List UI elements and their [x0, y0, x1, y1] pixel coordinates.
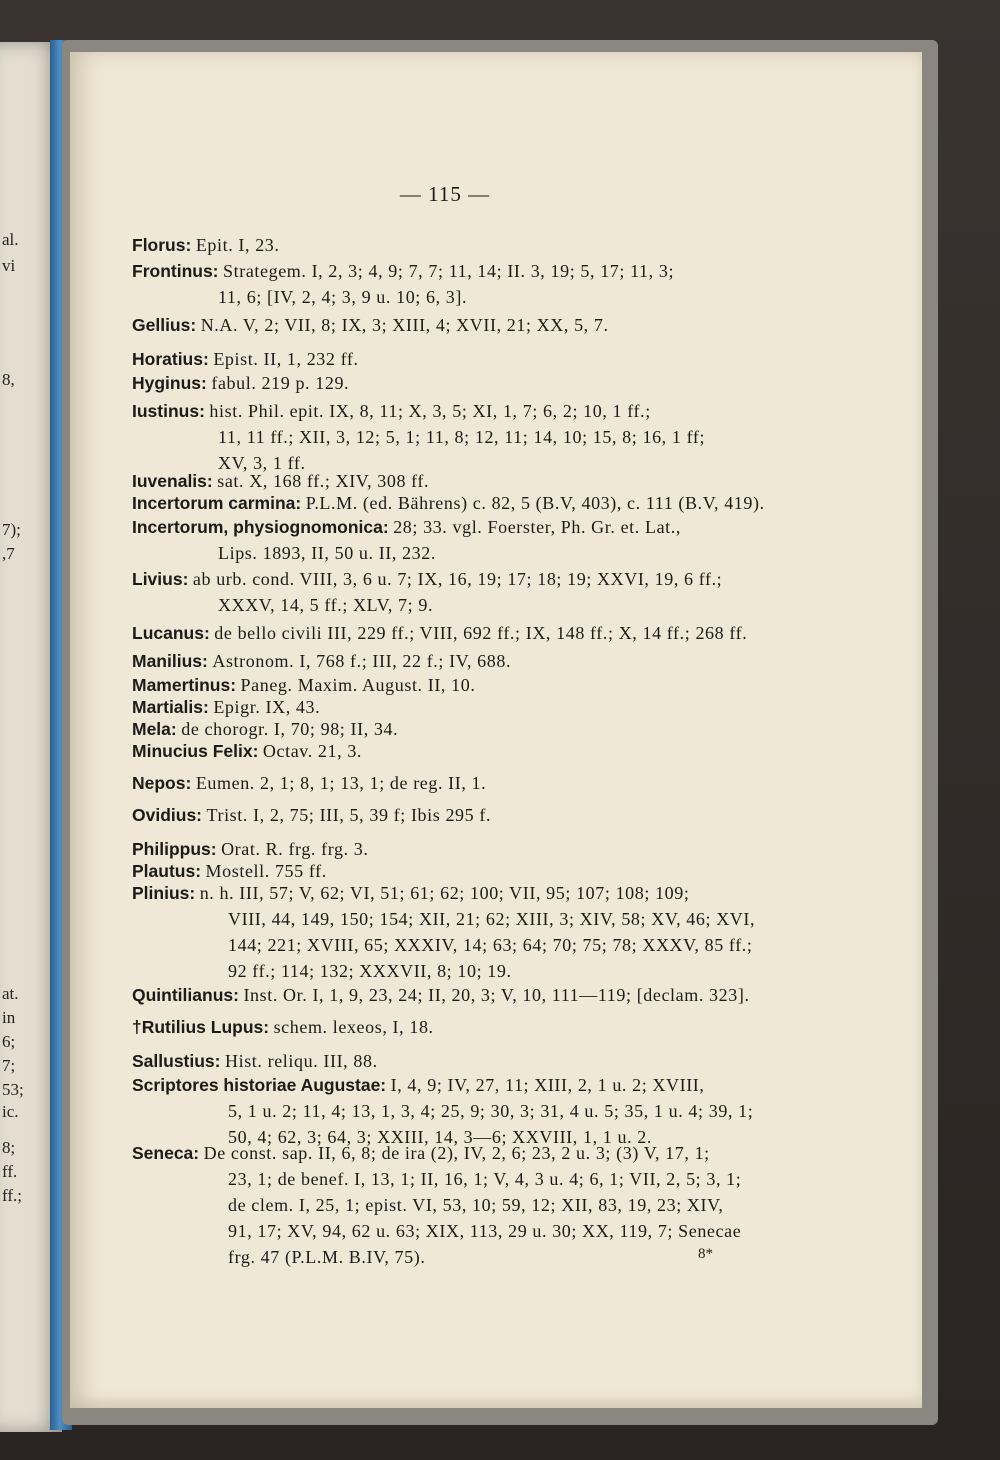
- reference-line: de clem. I, 25, 1; epist. VI, 53, 10; 59, 12; XII, 83, 19, 23; XIV,: [228, 1195, 724, 1215]
- index-entry-incertorum-physiognomonica: [132, 514, 792, 566]
- index-entry-minucius-felix: [132, 738, 792, 764]
- reference-line: ab urb. cond. VIII, 3, 6 u. 7; IX, 16, 19; 17; 18; 19; XXVI, 19, 6 ff.;: [192, 569, 723, 589]
- margin-fragment: at.: [2, 984, 19, 1003]
- margin-fragment: 7);: [2, 520, 21, 539]
- index-entry-livius: [132, 566, 792, 618]
- author-name: Plautus:: [132, 861, 202, 881]
- reference-line: P.L.M. (ed. Bährens) c. 82, 5 (B.V, 403), c. 111 (B.V, 419).: [305, 493, 765, 513]
- reference-line: Paneg. Maxim. August. II, 10.: [240, 675, 476, 695]
- reference-line: Epigr. IX, 43.: [213, 697, 321, 717]
- margin-fragment: 53;: [2, 1080, 24, 1099]
- reference-line: 28; 33. vgl. Foerster, Ph. Gr. et. Lat.,: [393, 517, 681, 537]
- reference-line: de bello civili III, 229 ff.; VIII, 692 ff.; IX, 148 ff.; X, 14 ff.; 268 ff.: [214, 623, 748, 643]
- reference-line: Inst. Or. I, 1, 9, 23, 24; II, 20, 3; V, 10, 111—119; [declam. 323].: [243, 985, 750, 1005]
- reference-line: Mostell. 755 ff.: [205, 861, 327, 881]
- author-name: Ovidius:: [132, 805, 203, 825]
- author-name: Manilius:: [132, 651, 208, 671]
- index-entry-sallustius: [132, 1048, 792, 1074]
- author-name: Seneca:: [132, 1143, 200, 1163]
- author-name: Gellius:: [132, 315, 197, 335]
- author-name: Iustinus:: [132, 401, 205, 421]
- margin-fragment: 8;: [2, 1138, 16, 1157]
- margin-fragment: ff.;: [2, 1186, 22, 1205]
- author-name: Sallustius:: [132, 1051, 221, 1071]
- margin-fragment: 7;: [2, 1056, 16, 1075]
- author-name: Plinius:: [132, 883, 196, 903]
- author-name: Mamertinus:: [132, 675, 237, 695]
- author-name: Philippus:: [132, 839, 217, 859]
- index-entry-seneca: [132, 1140, 792, 1270]
- author-name: †Rutilius Lupus:: [132, 1017, 270, 1037]
- reference-line: Epit. I, 23.: [195, 235, 280, 255]
- reference-line: I, 4, 9; IV, 27, 11; XIII, 2, 1 u. 2; XVIII,: [390, 1075, 705, 1095]
- reference-line: 23, 1; de benef. I, 13, 1; II, 16, 1; V, 4, 3 u. 4; 6, 1; VII, 2, 5; 3, 1;: [228, 1169, 742, 1189]
- index-entry-lucanus: [132, 620, 792, 646]
- index-entry-plinius: [132, 880, 792, 984]
- reference-line: 92 ff.; 114; 132; XXXVII, 8; 10; 19.: [228, 961, 512, 981]
- reference-line: 11, 6; [IV, 2, 4; 3, 9 u. 10; 6, 3].: [218, 287, 468, 307]
- index-entry-horatius: [132, 346, 792, 372]
- reference-line: Astronom. I, 768 f.; III, 22 f.; IV, 688.: [212, 651, 512, 671]
- margin-fragment: in: [2, 1008, 16, 1027]
- index-entry-florus: [132, 232, 792, 258]
- author-name: Lucanus:: [132, 623, 210, 643]
- reference-line: fabul. 219 p. 129.: [211, 373, 350, 393]
- reference-line: frg. 47 (P.L.M. B.IV, 75).: [228, 1247, 426, 1267]
- index-entry-gellius: [132, 312, 792, 338]
- margin-fragment: ff.: [2, 1162, 18, 1181]
- reference-line: De const. sap. II, 6, 8; de ira (2), IV, 2, 6; 23, 2 u. 3; (3) V, 17, 1;: [203, 1143, 710, 1163]
- author-name: Incertorum, physiognomonica:: [132, 517, 389, 537]
- reference-line: Trist. I, 2, 75; III, 5, 39 f; Ibis 295 f.: [206, 805, 492, 825]
- author-name: Frontinus:: [132, 261, 219, 281]
- reference-line: hist. Phil. epit. IX, 8, 11; X, 3, 5; XI, 1, 7; 6, 2; 10, 1 ff.;: [209, 401, 651, 421]
- author-name: Horatius:: [132, 349, 209, 369]
- index-entry-rutilius-lupus: [132, 1014, 792, 1040]
- author-name: Iuvenalis:: [132, 471, 213, 491]
- reference-line: Octav. 21, 3.: [262, 741, 363, 761]
- index-entry-scriptores-historiae-augustae: [132, 1072, 792, 1150]
- reference-line: N.A. V, 2; VII, 8; IX, 3; XIII, 4; XVII, 21; XX, 5, 7.: [200, 315, 609, 335]
- reference-line: 91, 17; XV, 94, 62 u. 63; XIX, 113, 29 u. 30; XX, 119, 7; Senecae: [228, 1221, 742, 1241]
- reference-line: sat. X, 168 ff.; XIV, 308 ff.: [217, 471, 430, 491]
- reference-line: schem. lexeos, I, 18.: [273, 1017, 434, 1037]
- reference-line: Hist. reliqu. III, 88.: [225, 1051, 378, 1071]
- index-entry-incertorum-carmina: [132, 490, 792, 516]
- margin-fragment: al.: [2, 230, 19, 249]
- index-entry-nepos: [132, 770, 792, 796]
- reference-line: Epist. II, 1, 232 ff.: [213, 349, 359, 369]
- author-name: Livius:: [132, 569, 189, 589]
- margin-fragment: ,7: [2, 544, 15, 563]
- index-entry-iustinus: [132, 398, 792, 476]
- author-name: Florus:: [132, 235, 192, 255]
- author-name: Incertorum carmina:: [132, 493, 302, 513]
- reference-line: Lips. 1893, II, 50 u. II, 232.: [218, 543, 436, 563]
- author-name: Quintilianus:: [132, 985, 239, 1005]
- reference-line: 50, 4; 62, 3; 64, 3; XXIII, 14, 3—6; XXVIII, 1, 1 u. 2.: [228, 1127, 652, 1147]
- left-margin-fragments: [0, 42, 40, 1432]
- index-entry-manilius: [132, 648, 792, 674]
- author-name: Minucius Felix:: [132, 741, 259, 761]
- reference-line: XV, 3, 1 ff.: [218, 453, 306, 473]
- reference-line: Eumen. 2, 1; 8, 1; 13, 1; de reg. II, 1.: [195, 773, 487, 793]
- margin-fragment: 8,: [2, 370, 15, 389]
- reference-line: Strategem. I, 2, 3; 4, 9; 7, 7; 11, 14; II. 3, 19; 5, 17; 11, 3;: [223, 261, 675, 281]
- reference-line: XXXV, 14, 5 ff.; XLV, 7; 9.: [218, 595, 434, 615]
- author-name: Scriptores historiae Augustae:: [132, 1075, 387, 1095]
- author-name: Martialis:: [132, 697, 209, 717]
- reference-line: 144; 221; XVIII, 65; XXXIV, 14; 63; 64; 70; 75; 78; XXXV, 85 ff.;: [228, 935, 753, 955]
- index-entry-frontinus: [132, 258, 792, 310]
- page-number: — 115 —: [399, 182, 491, 206]
- index-entry-quintilianus: [132, 982, 792, 1008]
- reference-line: 5, 1 u. 2; 11, 4; 13, 1, 3, 4; 25, 9; 30, 3; 31, 4 u. 5; 35, 1 u. 4; 39, 1;: [228, 1101, 754, 1121]
- author-name: Hyginus:: [132, 373, 207, 393]
- margin-fragment: 6;: [2, 1032, 16, 1051]
- reference-line: de chorogr. I, 70; 98; II, 34.: [181, 719, 399, 739]
- signature-mark: 8*: [698, 1246, 713, 1262]
- reference-line: VIII, 44, 149, 150; 154; XII, 21; 62; XIII, 3; XIV, 58; XV, 46; XVI,: [228, 909, 756, 929]
- margin-fragment: ic.: [2, 1102, 19, 1121]
- author-name: Mela:: [132, 719, 177, 739]
- author-name: Nepos:: [132, 773, 192, 793]
- index-entry-hyginus: [132, 370, 792, 396]
- margin-fragment: vi: [2, 256, 16, 275]
- reference-line: n. h. III, 57; V, 62; VI, 51; 61; 62; 100; VII, 95; 107; 108; 109;: [199, 883, 690, 903]
- reference-line: 11, 11 ff.; XII, 3, 12; 5, 1; 11, 8; 12, 11; 14, 10; 15, 8; 16, 1 ff;: [218, 427, 706, 447]
- reference-line: Orat. R. frg. frg. 3.: [221, 839, 369, 859]
- index-entry-ovidius: [132, 802, 792, 828]
